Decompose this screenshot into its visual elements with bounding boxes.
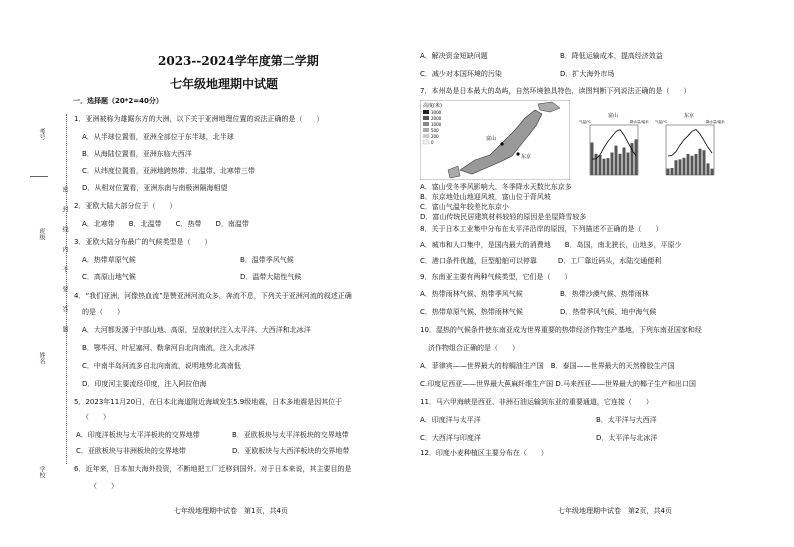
- kaohao-underline: [30, 176, 48, 177]
- precip-bar: [595, 154, 598, 175]
- q4-option-b: B．鄂毕河、叶尼塞河、勒拿河自北向南流，注入北冰洋: [82, 344, 255, 352]
- q5-option-c: C．亚欧板块与非洲板块的交界地带: [76, 447, 186, 455]
- q6-option-c: C．减少对本国环境的污染: [420, 70, 502, 78]
- q2-options: A．北寒带 B．北温带 C．热带 D．南温带: [82, 220, 249, 228]
- question-5-cont: （ ）: [82, 413, 110, 421]
- q7-option-b: B．东京地处山地迎风坡，富山位于背风坡: [420, 193, 551, 201]
- precip-bar: [623, 148, 626, 176]
- q10-options-ab: A．菲律宾——世界最大的棕榈油生产国 B．泰国——世界最大的天然橡胶生产国: [420, 362, 675, 370]
- precip-bar: [711, 169, 714, 175]
- q6-option-b: B．降低运输成本，提高经济效益: [560, 52, 663, 60]
- tokyo-dot: [516, 152, 519, 155]
- climate-chart-toyama: [578, 110, 652, 180]
- temp-axis-label: 气温/℃: [655, 120, 668, 124]
- precip-bar: [691, 156, 694, 175]
- question-2: 2．亚欧大陆大部分位于（ ）: [74, 202, 177, 210]
- footer-page-1: 七年级地理期中试卷 第1页，共4页: [174, 507, 288, 515]
- precip-bar: [603, 159, 606, 175]
- binding-char-yao: 要: [61, 286, 68, 292]
- map-label-toyama: 富山: [486, 136, 497, 142]
- binding-char-ti: 题: [61, 326, 68, 332]
- q4-option-c: C．中南半岛河流多自北向南流，说明地势北高南低: [82, 362, 241, 370]
- precip-bar: [679, 159, 682, 175]
- precip-bar: [607, 158, 610, 175]
- temp-axis-label: 气温/℃: [579, 120, 592, 124]
- binding-char-feng: 封: [61, 206, 68, 212]
- binding-label-xingming: 姓名: [38, 352, 45, 364]
- binding-label-kaohao: 考号: [38, 128, 45, 140]
- binding-char-nei: 内: [61, 246, 68, 252]
- precip-bar: [675, 160, 678, 175]
- q11-option-c: C．大西洋与印度洋: [420, 434, 481, 442]
- q11-option-d: D．太平洋与北冰洋: [596, 434, 658, 442]
- question-4: 4．“我们亚洲，河像热血流”是赞亚洲河流众多，奔流不息，下列关于亚洲河流的叙述正确: [74, 292, 352, 300]
- section-heading: 一．选择题（20*2=40分）: [73, 97, 163, 105]
- svg-text:3000: 3000: [431, 110, 442, 115]
- precip-bar: [695, 154, 698, 175]
- map-legend-title: 高度(米): [423, 103, 442, 109]
- precip-bar: [615, 146, 618, 175]
- q10-options-cd: C.印度尼西亚——世界最大蕉麻纤维生产国 D.马来西亚——世界最大的椰子生产和出口国: [420, 380, 696, 388]
- q3-option-c: C．高原山地气候: [82, 273, 136, 281]
- q3-option-d: D．温带大陆性气候: [240, 273, 302, 281]
- q3-option-b: B．温带季风气候: [240, 256, 294, 264]
- climate-chart-tokyo: [654, 110, 728, 180]
- precip-axis-label: 降水量/毫米: [706, 120, 725, 124]
- q7-option-d: D．富山传统民居建筑材料较轻的原因是坐屋降雪较多: [420, 213, 587, 221]
- binding-label-banji: 班级: [38, 228, 45, 240]
- question-3: 3．亚欧大陆分布最广的气候类型是（ ）: [74, 238, 212, 246]
- question-10: 10．湿热的气候条件使东南亚成为世界重要的热带经济作物生产基地，下列东南亚国家和经: [420, 326, 702, 334]
- q6-option-d: D．扩大海外市场: [560, 70, 615, 78]
- q5-option-b: B．亚欧板块与太平洋板块的交界地带: [232, 431, 349, 439]
- question-10-cont: 济作物组合正确的是（ ）: [428, 344, 519, 352]
- q1-option-d: D．从相对位置看，亚洲东南与南极洲隔海相望: [82, 184, 228, 192]
- chart-title-toyama: 富山: [608, 113, 619, 119]
- binding-char-bu: 不: [61, 266, 68, 272]
- precip-bar: [667, 169, 670, 176]
- precip-bar: [671, 168, 674, 175]
- q1-option-b: B．从海陆位置看，亚洲东临大西洋: [82, 150, 192, 158]
- q4-option-a: A．大河都发源于中部山地、高原，呈放射状注入太平洋、大西洋和北冰洋: [82, 326, 311, 334]
- q7-option-c: C．富山气温年较差比东京小: [420, 203, 509, 211]
- binding-char-da: 答: [61, 306, 68, 312]
- precip-bar: [611, 153, 614, 176]
- svg-text:0: 0: [431, 140, 434, 145]
- precip-bar: [619, 154, 622, 175]
- toyama-dot: [500, 142, 503, 145]
- question-6: 6．近年来，日本加大海外投资，不断地把工厂迁移到国外。对于日本来说，其主要目的是: [74, 465, 352, 473]
- precip-bar: [683, 158, 686, 175]
- question-7: 7．本州岛是日本最大的岛屿，自然环境独具特色，读图判断下列说法正确的是（ ）: [420, 87, 691, 95]
- precip-bar: [707, 163, 710, 175]
- precip-bar: [627, 153, 630, 176]
- binding-char-mi: 密: [61, 186, 68, 192]
- q9-option-d: D．热带季风气候、地中海气候: [560, 308, 657, 316]
- q7-option-a: A．富山受冬季风影响大，冬季降水天数比东京多: [420, 183, 572, 191]
- question-6-cont: （ ）: [90, 482, 118, 490]
- q5-option-a: A．印度洋板块与太平洋板块的交界地带: [76, 431, 200, 439]
- q6-option-a: A．解决资金短缺问题: [420, 52, 488, 60]
- precip-bar: [703, 150, 706, 175]
- binding-label-xuexiao: 学校: [38, 466, 45, 478]
- precip-bar: [699, 149, 702, 175]
- q1-option-c: C．从纬度位置看，亚洲地跨热带、北温带、北寒带三带: [82, 167, 255, 175]
- chart-title-tokyo: 东京: [684, 113, 695, 119]
- exam-title: 2023--2024学年度第二学期: [158, 54, 319, 68]
- question-12: 12．印度小麦种植区主要分布在（ ）: [420, 449, 548, 457]
- svg-text:500: 500: [431, 128, 439, 133]
- question-9: 9．东南亚主要有两种气候类型，它们是（ ）: [420, 273, 572, 281]
- q8-options-ab: A．城市和人口集中，是国内最大的消费地 B．岛国，南北狭长，山地多，平原少: [420, 241, 682, 249]
- question-5: 5．2023年11月20日，在日本北海道附近海域发生5.9级地震，日本多地震是因其位于: [74, 398, 343, 406]
- q5-option-d: D．亚欧板块与大西洋板块的交界地带: [232, 447, 350, 455]
- svg-text:1000: 1000: [431, 122, 442, 127]
- question-11: 11．马六甲海峡是西亚、非洲石油运输到东亚的重要通道，它连接（ ）: [420, 398, 653, 406]
- precip-bar: [687, 154, 690, 175]
- q4-option-d: D．印度河主要流经印度，注入阿拉伯海: [82, 380, 207, 388]
- q9-option-b: B．热带沙漠气候、热带雨林: [560, 290, 649, 298]
- svg-text:2000: 2000: [431, 116, 442, 121]
- map-label-tokyo: 东京: [521, 154, 532, 160]
- binding-char-xian: 线: [61, 226, 68, 232]
- exam-subtitle: 七年级地理期中试题: [170, 77, 279, 91]
- question-8: 8．关于日本工业集中分布在太平洋沿岸的原因，下列描述不正确的是（ ）: [420, 225, 663, 233]
- precip-bar: [599, 155, 602, 175]
- question-1: 1．亚洲被称为雄踞东方的大洲，以下关于亚洲地理位置的说法正确的是（ ）: [74, 115, 324, 123]
- question-4-cont: 的是（ ）: [82, 308, 124, 316]
- q9-option-c: C．热带草原气候、热带雨林气候: [420, 308, 523, 316]
- precip-bar: [635, 139, 638, 175]
- japan-relief-map: [420, 100, 570, 180]
- q3-option-a: A．热带草原气候: [82, 256, 136, 264]
- q11-option-a: A．印度洋与太平洋: [420, 416, 481, 424]
- footer-page-2: 七年级地理期中试卷 第2页，共4页: [558, 507, 672, 515]
- q9-option-a: A．热带雨林气候、热带季风气候: [420, 290, 523, 298]
- svg-text:200: 200: [431, 134, 439, 139]
- q11-option-b: B．太平洋与大西洋: [596, 416, 657, 424]
- q8-options-cd: C．港口条件优越，巨型船舶可以停靠 D．工厂靠近码头，水陆交通便利: [420, 257, 662, 265]
- precip-axis-label: 降水量/毫米: [630, 120, 649, 124]
- q1-option-a: A．从半球位置看，亚洲全部位于东半球，北半球: [82, 133, 234, 141]
